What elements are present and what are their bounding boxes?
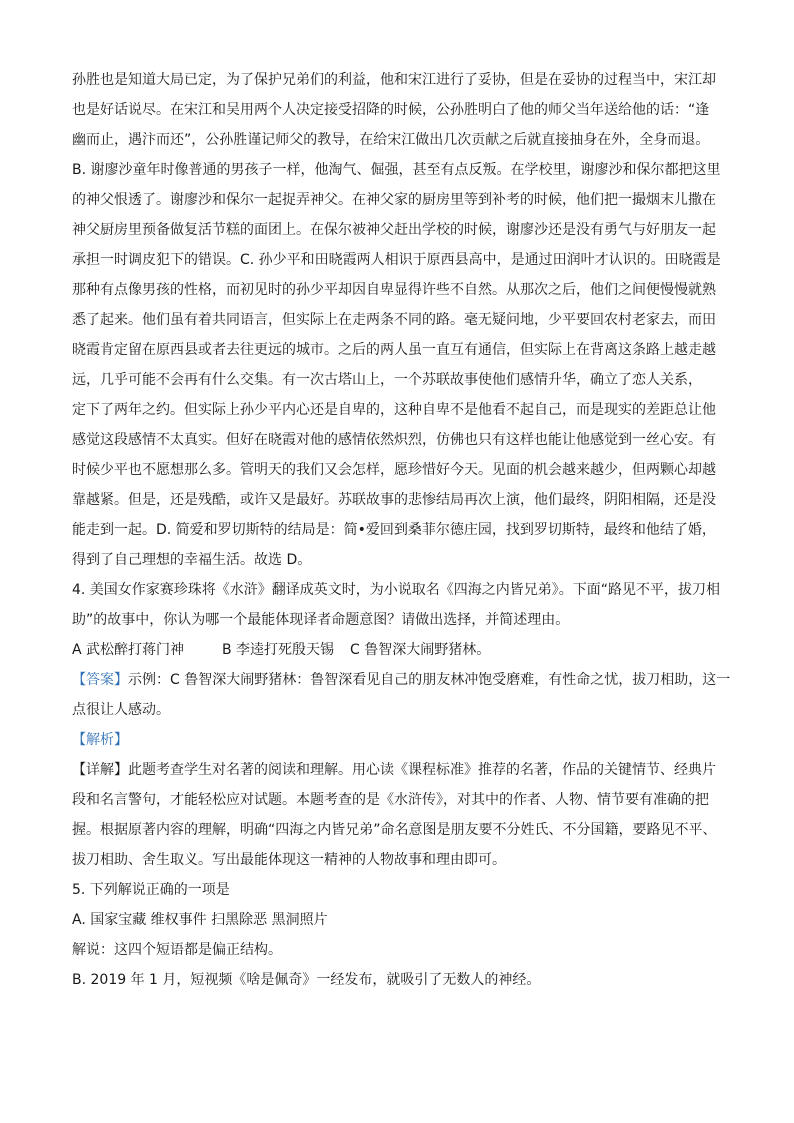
answer-line (72, 670, 730, 690)
question-4-stem: 助”的故事中，你认为哪一个最能体现译者命题意图？请做出选择，并简述理由。 (72, 612, 570, 628)
paragraph-line: 晓霞肯定留在原西县或者去往更远的城市。之后的两人虽一直互有通信，但实际上在背离这条路上越走越 (72, 342, 716, 358)
paragraph-line: 远，几乎可能不会再有什么交集。有一次古塔山上，一个苏联故事使他们感情升华，确立了恋人关系， (72, 372, 702, 388)
question-5-explain-a: 解说：这四个短语都是偏正结构。 (72, 942, 282, 958)
paragraph-line: 时候少平也不愿想那么多。管明天的我们又会怎样，愿珍惜好今天。见面的机会越来越少，但两颗心却越 (72, 462, 716, 478)
paragraph-line: 的神父恨透了。谢廖沙和保尔一起捉弄神父。在神父家的厨房里等到补考的时候，他们把一撮烟末儿撒在 (72, 192, 716, 208)
analysis-tag-line (72, 730, 128, 750)
detail-tag: 【详解】 (72, 762, 128, 778)
answer-text: 示例：C 鲁智深大闹野猪林：鲁智深看见自己的朋友林冲饱受磨难，有性命之忧，拔刀相助，这一 (128, 672, 731, 688)
paragraph-line: 悉了起来。他们虽有着共同语言，但实际上在走两条不同的路。毫无疑问地，少平要回农村老家去，而田 (72, 312, 716, 328)
paragraph-line: B. 谢廖沙童年时像普通的男孩子一样，他淘气、倔强，甚至有点反叛。在学校里，谢廖沙和保尔都把这里 (72, 162, 721, 178)
paragraph-line: 感觉这段感情不太真实。但好在晓霞对他的感情依然炽烈，仿佛也只有这样也能让他感觉到一丝心安。有 (72, 432, 716, 448)
question-5-option-b: B. 2019 年 1 月，短视频《啥是佩奇》一经发布，就吸引了无数人的神经。 (72, 972, 541, 988)
option-b: B 李逵打死殷天锡 (222, 642, 335, 658)
detail-line: 拔刀相助、舍生取义。写出最能体现这一精神的人物故事和理由即可。 (72, 852, 506, 868)
answer-line: 点很让人感动。 (72, 702, 170, 718)
option-c: C 鲁智深大闹野猪林。 (350, 642, 491, 658)
paragraph-line: 能走到一起。D. 简爱和罗切斯特的结局是：简•爱回到桑菲尔德庄园，找到罗切斯特，最终和他结了婚， (72, 522, 716, 538)
question-5-stem: 5. 下列解说正确的一项是 (72, 882, 230, 898)
answer-tag: 【答案】 (72, 672, 128, 688)
detail-line: 段和名言警句，才能轻松应对试题。本题考查的是《水浒传》，对其中的作者、人物、情节要有准确的把 (72, 792, 709, 808)
paragraph-line: 靠越紧。但是，还是残酷，或许又是最好。苏联故事的悲惨结局再次上演，他们最终，阴阳相隔，还是没 (72, 492, 716, 508)
paragraph-line: 那种有点像男孩的性格，而初见时的孙少平却因自卑显得许些不自然。从那次之后，他们之间便慢慢就熟 (72, 282, 716, 298)
question-5-option-a: A. 国家宝藏 维权事件 扫黑除恶 黑洞照片 (72, 912, 328, 928)
detail-text: 此题考查学生对名著的阅读和理解。用心读《课程标准》推荐的名著，作品的关键情节、经典片 (128, 762, 716, 778)
paragraph-line: 孙胜也是知道大局已定，为了保护兄弟们的利益，他和宋江进行了妥协，但是在妥协的过程当中，宋江却 (72, 72, 716, 88)
paragraph-line: 承担一时调皮犯下的错误。C. 孙少平和田晓霞两人相识于原西县高中，是通过田润叶才认识的。田晓霞是 (72, 252, 721, 268)
paragraph-line: 得到了自己理想的幸福生活。故选 D。 (72, 552, 312, 568)
option-a: A 武松醉打蒋门神 (72, 642, 185, 658)
question-4-options (72, 640, 490, 660)
detail-line (72, 760, 716, 780)
paragraph-line: 也是好话说尽。在宋江和吴用两个人决定接受招降的时候，公孙胜明白了他的师父当年送给他的话：“逢 (72, 102, 710, 118)
detail-line: 握。根据原著内容的理解，明确“四海之内皆兄弟”命名意图是朋友要不分姓氏、不分国籍，要路见不平、 (72, 822, 717, 838)
question-4-stem: 4. 美国女作家赛珍珠将《水浒》翻译成英文时，为小说取名《四海之内皆兄弟》。下面“路见不平，拔刀相 (72, 582, 721, 598)
paragraph-line: 幽而止，遇汴而还”，公孙胜谨记师父的教导，在给宋江做出几次贡献之后就直接抽身在外，全身而退。 (72, 132, 710, 148)
paragraph-line: 神父厨房里预备做复活节糕的面团上。在保尔被神父赶出学校的时候，谢廖沙还是没有勇气与好朋友一起 (72, 222, 716, 238)
analysis-tag: 【解析】 (72, 732, 128, 748)
paragraph-line: 定下了两年之约。但实际上孙少平内心还是自卑的，这种自卑不是他看不起自己，而是现实的差距总让他 (72, 402, 716, 418)
